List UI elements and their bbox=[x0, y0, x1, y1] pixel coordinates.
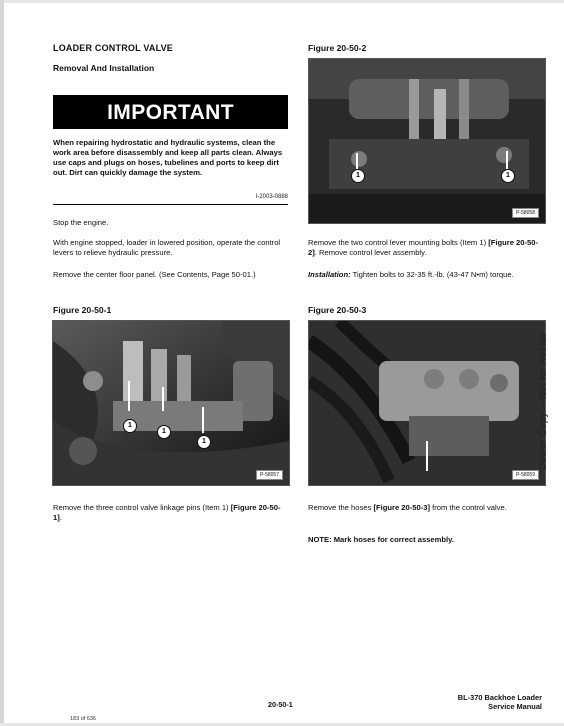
figure-1-title: Figure 20-50-1 bbox=[53, 305, 112, 315]
figure-3-code: P-58059 bbox=[512, 470, 539, 480]
important-banner: IMPORTANT bbox=[53, 95, 288, 129]
figure-2-caption-end: . Remove control lever assembly. bbox=[314, 248, 427, 257]
figure-2-callout-left: 1 bbox=[351, 169, 365, 183]
figure-1-caption-end: . bbox=[59, 513, 62, 522]
figure-1-caption-ref: [Figure 20-50-1] bbox=[53, 503, 281, 522]
step-remove-floor-panel: Remove the center floor panel. (See Contents, Page 50-01.) bbox=[53, 270, 256, 279]
figure-2-title: Figure 20-50-2 bbox=[308, 43, 367, 53]
figure-3-photo bbox=[308, 320, 546, 486]
figure-2-caption-text: Remove the two control lever mounting bolts (Item 1) bbox=[308, 238, 489, 247]
figure-2-image bbox=[309, 59, 545, 223]
figure-3-caption-ref: [Figure 20-50-3] bbox=[373, 503, 430, 512]
figure-2-photo bbox=[308, 58, 546, 224]
figure-2-code: P-58058 bbox=[512, 208, 539, 218]
step-relieve-pressure: With engine stopped, loader in lowered position, operate the control levers to relieve hydraulic pressure. bbox=[53, 238, 281, 257]
page-top-border bbox=[0, 0, 564, 3]
figure-1-callout-1: 1 bbox=[123, 419, 137, 433]
figure-3-caption bbox=[308, 503, 540, 513]
important-rule bbox=[53, 204, 288, 205]
installation-text: Tighten bolts to 32-35 ft.-lb. (43-47 N•m) torque. bbox=[350, 270, 514, 279]
figure-1-callout-2: 1 bbox=[157, 425, 171, 439]
installation-note bbox=[308, 270, 540, 280]
footer-manual-title bbox=[414, 693, 542, 711]
note-mark-hoses: NOTE: Mark hoses for correct assembly. bbox=[308, 535, 454, 544]
footer-manual-line-1: BL-370 Backhoe Loader bbox=[457, 693, 542, 702]
figure-3-image bbox=[309, 321, 545, 485]
footer-page-count: 183 of 636 bbox=[70, 716, 96, 722]
figure-2-callout-right: 1 bbox=[501, 169, 515, 183]
step-stop-engine: Stop the engine. bbox=[53, 218, 109, 227]
important-text: When repairing hydrostatic and hydraulic systems, clean the work area before disassembly and keep all parts clean. Always use caps and plugs on hoses, tubelines and ports to keep dirt out. Dirt can quickly damage the system. bbox=[53, 138, 283, 177]
figure-3-caption-text: Remove the hoses bbox=[308, 503, 374, 512]
page-left-border bbox=[0, 0, 4, 726]
subsection-title: Removal And Installation bbox=[53, 63, 155, 73]
important-code: I-2003-0888 bbox=[255, 194, 288, 200]
figure-1-code: P-58057 bbox=[256, 470, 283, 480]
figure-3-caption-end: from the control valve. bbox=[429, 503, 507, 512]
figure-1-caption bbox=[53, 503, 288, 523]
figure-1-photo bbox=[52, 320, 290, 486]
footer-manual-line-2: Service Manual bbox=[488, 702, 542, 711]
figure-1-callout-3: 1 bbox=[197, 435, 211, 449]
figure-2-caption-ref: [Figure 20-50-2] bbox=[308, 238, 539, 257]
footer-page-number: 20-50-1 bbox=[268, 700, 293, 709]
figure-3-title: Figure 20-50-3 bbox=[308, 305, 367, 315]
section-title: LOADER CONTROL VALVE bbox=[53, 43, 174, 53]
dealer-copy-watermark: Dealer Copy -- Not for Resale bbox=[538, 332, 549, 470]
installation-label: Installation: bbox=[308, 270, 351, 279]
figure-2-caption bbox=[308, 238, 540, 258]
figure-1-caption-text: Remove the three control valve linkage pins (Item 1) bbox=[53, 503, 231, 512]
figure-1-image bbox=[53, 321, 289, 485]
